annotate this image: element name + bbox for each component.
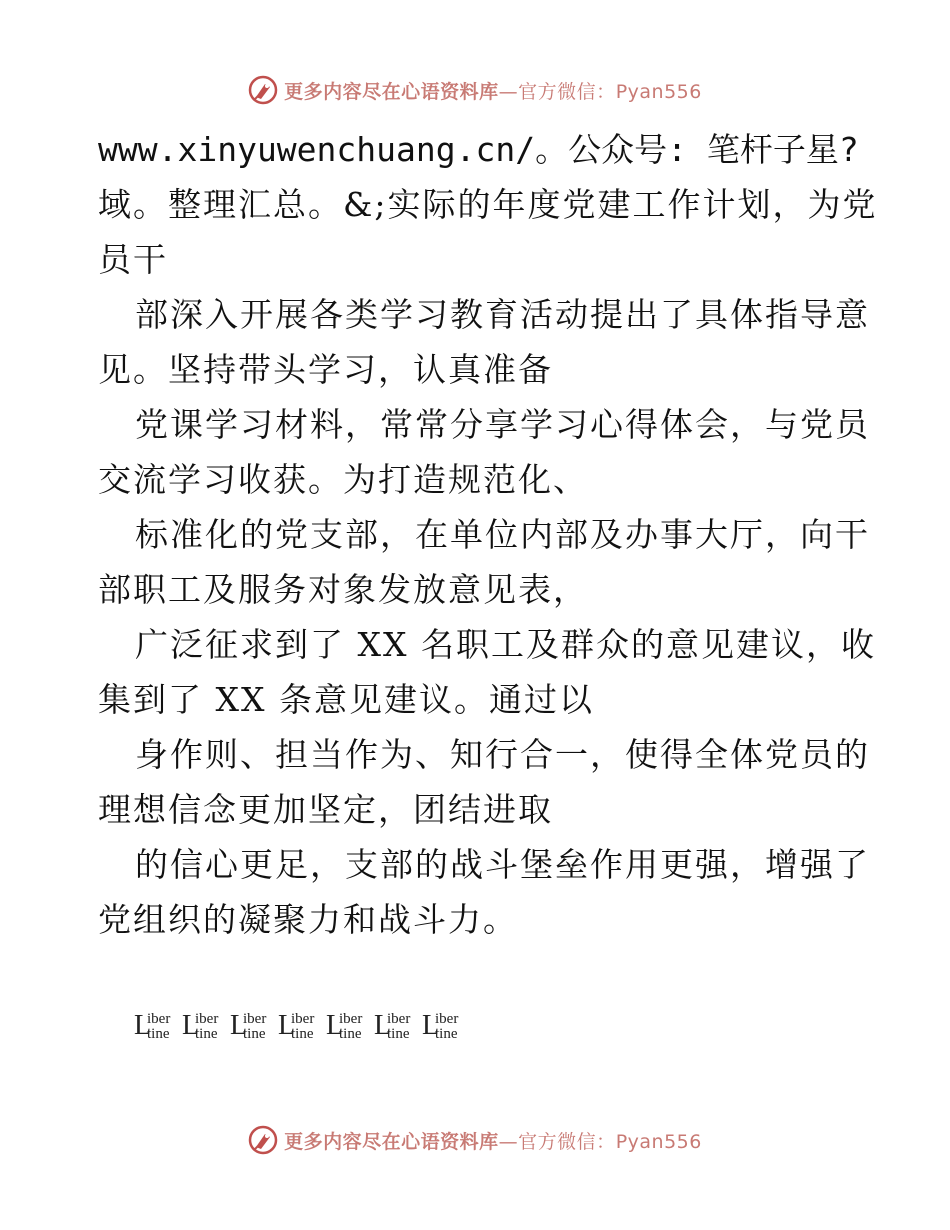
footer-watermark-banner xyxy=(0,1120,950,1160)
banner-main-text: 更多内容尽在心语资料库 xyxy=(284,80,499,103)
libertine-glyph: L iber tine xyxy=(278,1010,315,1042)
banner-dash: — xyxy=(498,1130,519,1153)
pen-nib-logo-icon xyxy=(248,1125,278,1155)
libertine-glyph: L iber tine xyxy=(374,1010,411,1042)
body-line: 见。坚持带头学习，认真准备 xyxy=(98,350,553,389)
body-line: 的信心更足，支部的战斗堡垒作用更强，增强了 xyxy=(135,845,870,884)
banner-official-label: 官方微信： xyxy=(518,1130,616,1153)
body-line: 党组织的凝聚力和战斗力。 xyxy=(98,900,518,939)
header-watermark-banner xyxy=(0,70,950,110)
pen-nib-logo-icon xyxy=(248,75,278,105)
body-line: 身作则、担当作为、知行合一，使得全体党员的 xyxy=(135,735,870,774)
body-line: 理想信念更加坚定，团结进取 xyxy=(98,790,553,829)
body-line: 党课学习材料，常常分享学习心得体会，与党员 xyxy=(135,405,870,444)
body-line: 交流学习收获。为打造规范化、 xyxy=(98,460,588,499)
banner-main-text: 更多内容尽在心语资料库 xyxy=(284,1130,499,1153)
libertine-glyph: L iber tine xyxy=(182,1010,219,1042)
banner-wechat-id: Pyan556 xyxy=(615,80,702,103)
libertine-glyph: L iber tine xyxy=(326,1010,363,1042)
body-line: 部深入开展各类学习教育活动提出了具体指导意 xyxy=(135,295,870,334)
banner-official-label: 官方微信： xyxy=(518,80,616,103)
document-body xyxy=(98,122,878,947)
body-line: 部职工及服务对象发放意见表， xyxy=(98,570,588,609)
body-line: 标准化的党支部，在单位内部及办事大厅，向干 xyxy=(135,515,870,554)
libertine-glyph: L iber tine xyxy=(422,1010,459,1042)
libertine-glyph: L iber tine xyxy=(134,1010,171,1042)
libertine-glyph: L iber tine xyxy=(230,1010,267,1042)
banner-text xyxy=(284,1127,702,1154)
libertine-glyph-row xyxy=(134,1010,466,1046)
body-line: 集到了 XX 条意见建议。通过以 xyxy=(98,680,594,719)
banner-text xyxy=(284,77,702,104)
body-line: 广泛征求到了 XX 名职工及群众的意见建议，收 xyxy=(135,625,876,664)
banner-dash: — xyxy=(498,80,519,103)
banner-wechat-id: Pyan556 xyxy=(615,1130,702,1153)
body-line: www.xinyuwenchuang.cn/。公众号: 笔杆子星? xyxy=(98,130,859,169)
body-line: 域。整理汇总。&;实际的年度党建工作计划，为党 xyxy=(98,185,878,224)
body-line: 员干 xyxy=(98,240,168,279)
